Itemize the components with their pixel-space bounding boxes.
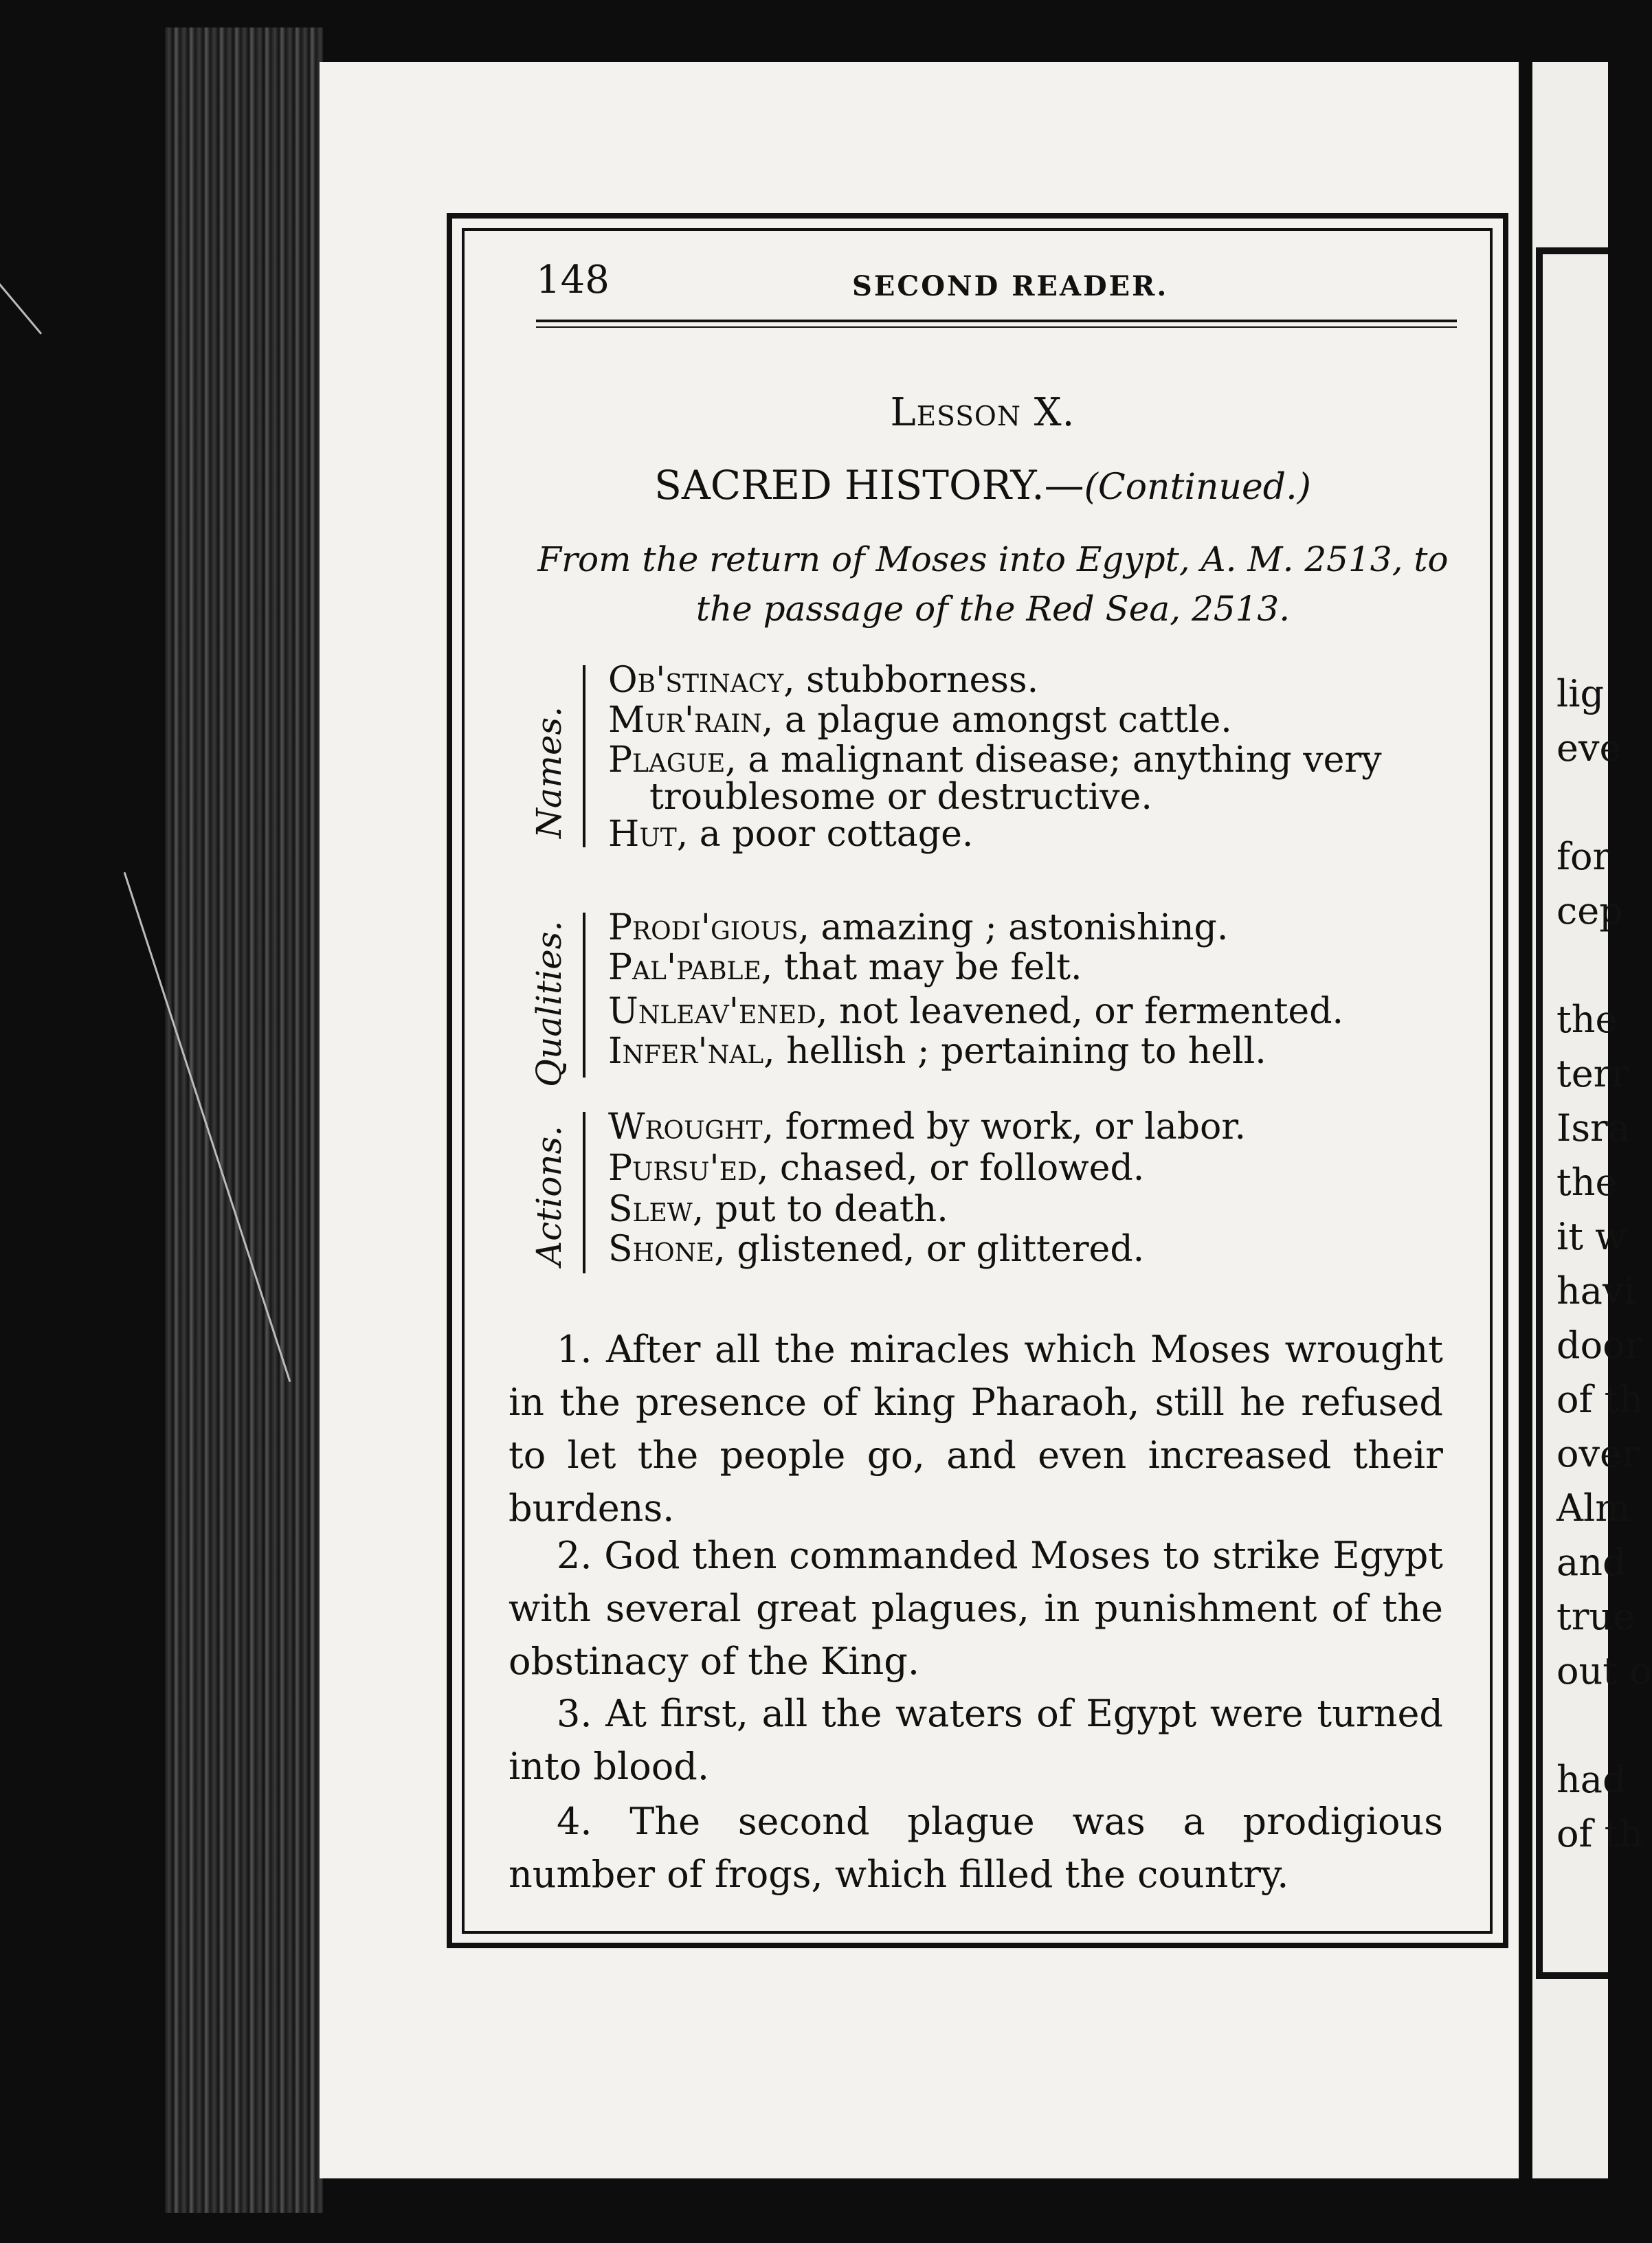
title-main: SACRED HISTORY.— <box>654 462 1084 509</box>
brace <box>583 913 585 1078</box>
vocab-entry: Ob'stinacy, stubborness. <box>608 660 1039 701</box>
group-label: Qualities. <box>529 920 569 1087</box>
next-page-text: lig eve for cep the terr Isra the it w havi door of th over Alm and true out o had of th <box>1556 672 1652 1855</box>
page-number: 148 <box>536 258 610 302</box>
book-page-edges <box>165 27 323 2213</box>
paragraph-2: 2. God then commanded Moses to strike Egypt with several great plagues, in punishment of the obstinacy of the King. <box>509 1534 1443 1683</box>
group-label: Names. <box>529 706 569 838</box>
lesson-title <box>509 462 1457 509</box>
subtitle-line: From the return of Moses into Egypt, A. M. 2513, to <box>537 539 1449 579</box>
vocab-entry: Slew, put to death. <box>608 1189 948 1230</box>
lesson-subtitle <box>529 535 1457 634</box>
subtitle-line: the passage of the Red Sea, 2513. <box>695 589 1291 629</box>
vocab-entry: Pursu'ed, chased, or followed. <box>608 1148 1145 1189</box>
vocab-entry: Infer'nal, hellish ; pertaining to hell. <box>608 1031 1266 1072</box>
book-title: SECOND READER. <box>852 270 1169 302</box>
vocab-entry: Plague, a malignant disease; anything very <box>608 739 1382 781</box>
vocab-entry: Wrought, formed by work, or labor. <box>608 1106 1246 1148</box>
vocab-entry: Pal'pable, that may be felt. <box>608 947 1082 988</box>
vocab-entry-continuation: troublesome or destructive. <box>649 777 1152 818</box>
title-continued: (Continued.) <box>1084 467 1311 508</box>
paragraph-4: 4. The second plague was a prodigious number of frogs, which filled the country. <box>509 1800 1443 1896</box>
vocab-entry: Unleav'ened, not leavened, or fermented. <box>608 991 1344 1032</box>
group-label: Actions. <box>529 1125 569 1266</box>
vocab-entry: Shone, glistened, or glittered. <box>608 1229 1145 1270</box>
vocab-entry: Prodi'gious, amazing ; astonishing. <box>608 907 1229 948</box>
paragraph-3: 3. At first, all the waters of Egypt were turned into blood. <box>509 1692 1443 1788</box>
brace <box>583 665 585 847</box>
paragraph-1: 1. After all the miracles which Moses wrought in the presence of king Pharaoh, still he refused to let the people go, and even increased their burdens. <box>509 1328 1443 1530</box>
vocab-entry: Hut, a poor cottage. <box>608 814 974 855</box>
vocab-entry: Mur'rain, a plague amongst cattle. <box>608 700 1232 741</box>
brace <box>583 1112 585 1273</box>
running-head <box>509 258 1457 306</box>
scan-scratch <box>0 270 42 335</box>
head-rule <box>536 326 1457 328</box>
head-rule <box>536 320 1457 322</box>
lesson-heading: Lesson X. <box>890 390 1075 435</box>
